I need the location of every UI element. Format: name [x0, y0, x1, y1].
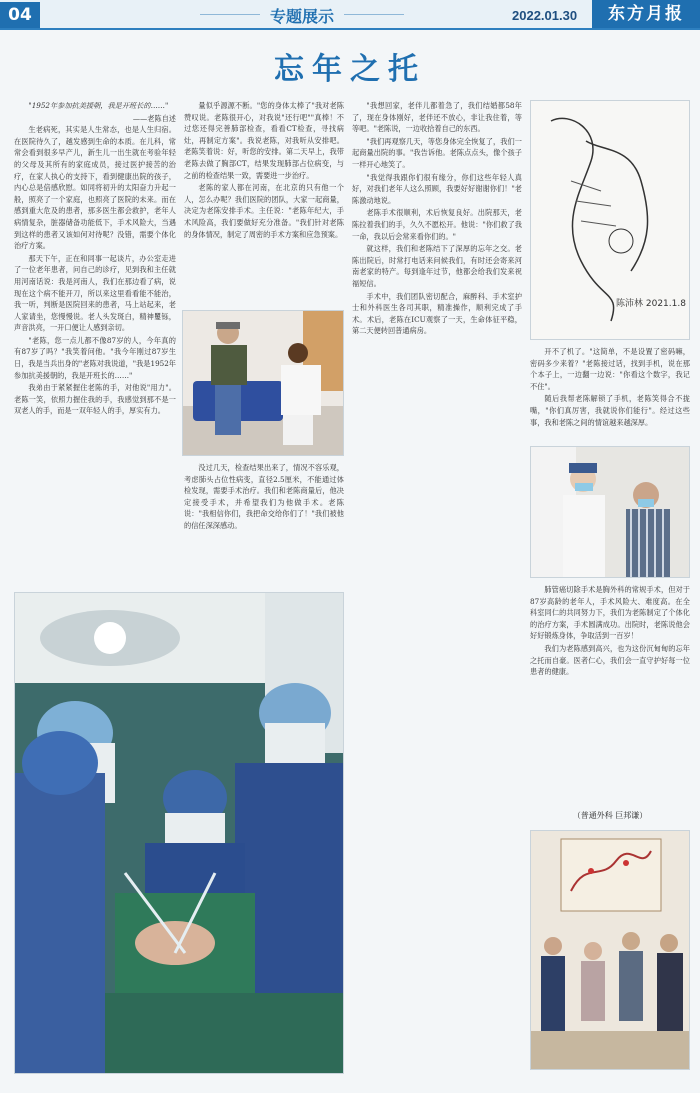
paragraph: "我觉得我跟你们很有缘分，你们这些年轻人真好，对我们老年人这么照顾，我要好好谢谢你们！"老陈激动地说。 — [352, 172, 522, 205]
patient-doctor-scene — [531, 447, 690, 578]
sketch-signature: 陈沛林 2021.1.8 — [616, 299, 686, 309]
paragraph: 量似乎源源不断。"您的身体太棒了"我对老陈赞叹说。老陈很开心，对我说"还行吧""真棒！不过您还得完善肺部检查，看看CT检查，寻找病灶，再制定方案"。我说老陈，对我听从安排吧。老陈笑着说：好，听您的安排。第二天早上，我带老陈去做了胸部CT，结果发现肺部占位病变，与之前的检查结果一致，需要进一步治疗。 — [184, 101, 344, 180]
paragraph: "我想回家，老伴儿都着急了，我们结婚都58年了，现在身体刚好，老伴还不放心，非让我住着，等等吧。"老陈说，一边收拾着自己的东西。 — [352, 101, 522, 134]
paragraph: "我们再观察几天，等您身体完全恢复了，我们一起商量出院的事。"我告诉他。老陈点点头，像个孩子一样开心地笑了。 — [352, 136, 522, 169]
family-scene — [531, 831, 690, 1070]
patient-with-doctor-photo — [530, 446, 690, 578]
paragraph: 生老病死，其实是人生常态，也是人生归宿。在医院待久了，越发感到生命的本质。在儿科，常常会看到很多早产儿，新生儿一出生就在考验年轻的父母及其所有的家庭成员，接过医护接苦的治疗，在家人执心的支持下，看到健康出院的孩子，内心总是倍感欣慰。如同将初升的太阳奋力升起一般，照亮了一个家庭，也照亮了医院的未来。而在感到重大危及的患者，那多医生都会救护，老年人病情复杂，脏器储备功能低下，手术风险大，当遇到这样的患者又该如何对待呢？没错，需要个体化治疗方案。 — [14, 125, 176, 251]
paragraph: 那天下午，正在和同事一起谈片，办公室走进了一位老年患者，问自己的诊疗，见到我和主任就用河南话说：我是河南人，我们在那边看了病，说现在这个病不能开刀，所以来这里看看能不能治，我一听，判断是医院回来的患者，马上站起来，老人家请坐，您慢慢说。老人头发斑白，精神矍铄，声音洪亮，一开口便让人感到亲切。 — [14, 253, 176, 333]
section-title: 专题展示 — [270, 4, 334, 27]
surgery-scene — [15, 593, 344, 1074]
paragraph: 老陈的家人都在河南，在北京的只有他一个人，怎么办呢？我们医院的团队，大家一起商量，决定为老陈安排手术。主任说："老陈年纪大，手术风险高，我们要做好充分准备。"我们针对老陈的身体情况，制定了周密的手术方案和应急预案。 — [184, 183, 344, 239]
article-column-4 — [530, 346, 690, 440]
paragraph: 开不了机了。"这简单，不是设置了密码嘛，密码多少来着？"老陈接过话，找到手机，说在那个本子上，一边翻一边说："你看这个数字，我记不住"。 — [530, 347, 690, 391]
paragraph: 没过几天，检查结果出来了，情况不容乐观，考虑肺头占位性病变，直径2.5厘米，不能通过体检发现，需要手术治疗。我们和老陈商量后，他决定接受手术，并希望我们为他做手术。老陈说："我相信你们，我把命交给你们了！"我们被他的信任深深感动。 — [184, 463, 344, 530]
paragraph: 就这样，我们和老陈结下了深厚的忘年之交。老陈出院后，时常打电话来问候我们，有时还会寄来河南老家的特产。每到逢年过节，他都会给我们发来祝福短信。 — [352, 244, 522, 288]
masthead: 东方月报 — [592, 0, 700, 28]
page-header — [0, 0, 700, 30]
paragraph: 老陈手术很顺利，术后恢复良好。出院那天，老陈拉着我们的手，久久不愿松开。他说："你们救了我一命，我以后会常来看你们的。" — [352, 208, 522, 241]
paragraph: 手术中，我们团队密切配合，麻醉科、手术室护士和外科医生各司其职，精准操作，顺利完成了手术。术后，老陈在ICU观察了一天，生命体征平稳，第二天便转回普通病房。 — [352, 291, 522, 336]
paragraph: 随后我帮老陈解锁了手机，老陈笑得合不拢嘴，"你们真厉害，我就说你们能行"。经过这些事，我和老陈之间的情谊越来越深厚。 — [530, 394, 690, 427]
article-column-3 — [352, 100, 522, 1080]
consultation-scene — [183, 311, 344, 456]
consultation-photo — [182, 310, 344, 456]
page-number: 04 — [0, 2, 40, 28]
paragraph: 我弟由于紧紧握住老陈的手，对他说"用力"。老陈一笑，依照力握住我的手，我感觉到那不是一双老人的手，而是一双年轻人的手，厚实有力。 — [14, 383, 176, 416]
article-column-1 — [14, 100, 176, 586]
author-credit: （普通外科 巨邦谦） — [572, 811, 648, 820]
paragraph: 肺管癌切除手术是胸外科的常规手术，但对于87岁高龄的老年人，手术风险大、难度高。在全科室同仁的共同努力下，我们为老陈制定了个体化的治疗方案，手术圆满成功。出院时，老陈说他会好好锻炼身体，争取活到一百岁！ — [530, 585, 690, 641]
article-title: 忘年之托 — [274, 52, 426, 87]
handwritten-sketch — [530, 100, 690, 340]
article-column-4b — [530, 584, 690, 800]
article-column-2 — [184, 100, 344, 305]
quote-attribution: ——老陈自述 — [132, 113, 176, 123]
opening-quote: "1952年参加抗美援朝，我是开班长的……" — [28, 101, 169, 110]
issue-date: 2022.01.30 — [512, 8, 578, 23]
surgery-photo — [14, 592, 344, 1074]
paragraph: 我们为老陈感到高兴，也为这份沉甸甸的忘年之托而自豪。医者仁心，我们会一直守护好每一位患者的健康。 — [530, 643, 690, 677]
family-group-photo — [530, 830, 690, 1070]
paragraph: "老陈，您一点儿都不像87岁的人，今年真的有87岁了吗？"我笑着问他。"我今年刚过87岁生日，我是当兵出身的"老陈对我说道，"我是1952年参加抗美援朝的，我是开班长的……" — [14, 335, 176, 380]
sketch-drawing — [531, 101, 690, 340]
article-column-2b — [184, 462, 344, 586]
